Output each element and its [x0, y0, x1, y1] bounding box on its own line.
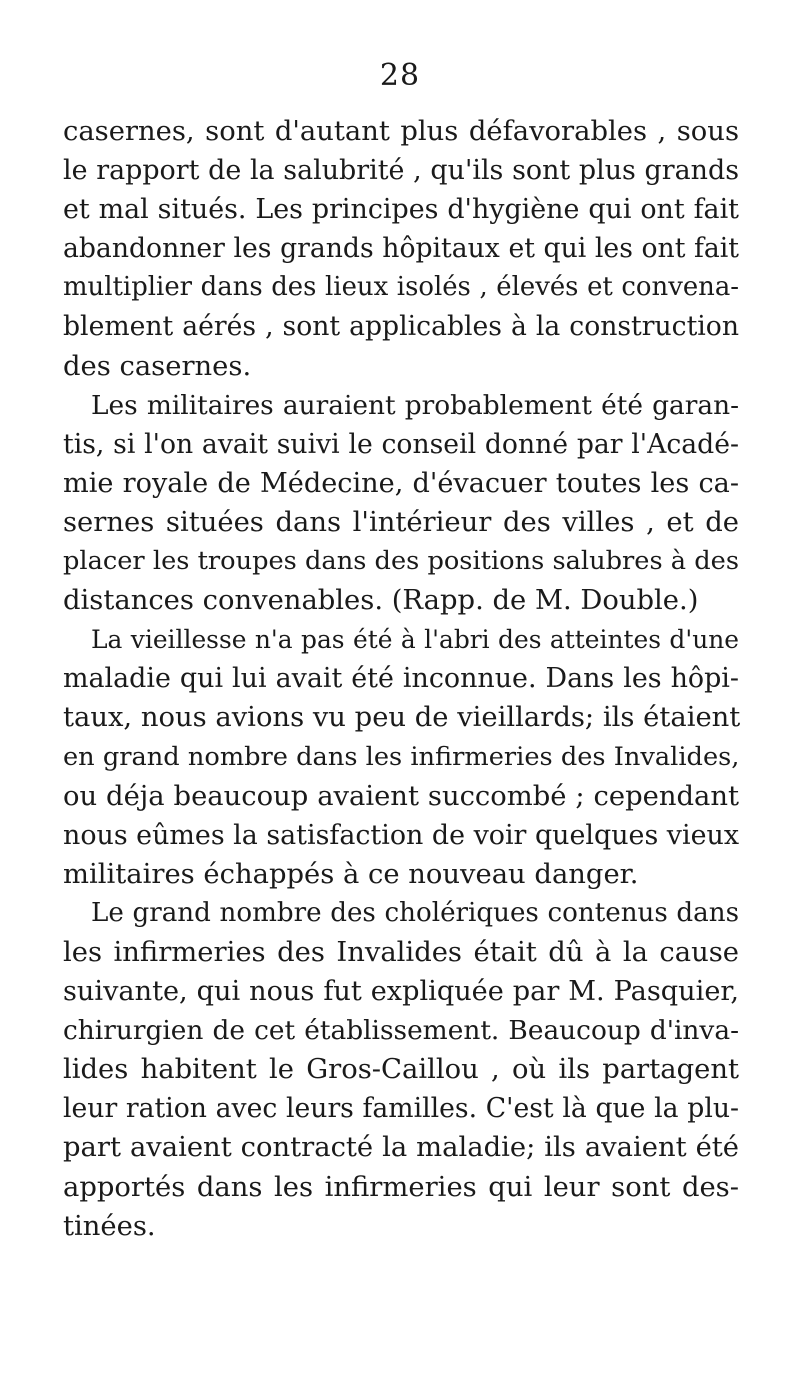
text-line: sernes situées dans l'intérieur des villes , et de	[63, 506, 739, 538]
text-line: lides habitent le Gros-Caillou , où ils partagent	[63, 1054, 739, 1086]
text-line: tinées.	[63, 1210, 156, 1242]
text-line: taux, nous avions vu peu de vieillards; ils étaient	[63, 702, 741, 734]
text-line: nous eûmes la satisfaction de voir quelques vieux	[63, 819, 739, 851]
text-line: casernes, sont d'autant plus défavorables , sous	[63, 116, 739, 147]
text-line: maladie qui lui avait été inconnue. Dans les hôpi-	[63, 663, 739, 695]
text-line: abandonner les grands hôpitaux et qui les ont fait	[63, 233, 739, 265]
text-line: les infirmeries des Invalides était dû à la cause	[63, 936, 739, 968]
text-line: multiplier dans des lieux isolés , élevés et convena-	[63, 272, 739, 303]
paragraph-start-line: Le grand nombre des cholériques contenus dans	[91, 897, 739, 928]
paragraph-start-line: Les militaires auraient probablement été garan-	[91, 389, 739, 421]
text-line: part avaient contracté la maladie; ils avaient été	[63, 1132, 739, 1164]
page-number: 28	[379, 58, 421, 93]
text-line: militaires échappés à ce nouveau danger.	[63, 858, 639, 890]
text-line: apportés dans les infirmeries qui leur sont des-	[63, 1171, 739, 1203]
text-line: leur ration avec leurs familles. C'est là que la plu-	[63, 1093, 739, 1125]
text-line: des casernes.	[63, 350, 252, 382]
body-text	[63, 112, 739, 1246]
text-line: tis, si l'on avait suivi le conseil donné par l'Acadé-	[63, 428, 739, 460]
text-line: mie royale de Médecine, d'évacuer toutes les ca-	[63, 467, 739, 499]
paragraph-start-line: La vieillesse n'a pas été à l'abri des atteintes d'une	[91, 625, 739, 655]
text-line: distances convenables. (Rapp. de M. Double.)	[63, 585, 699, 617]
text-line: suivante, qui nous fut expliquée par M. Pasquier,	[63, 976, 739, 1008]
text-line: le rapport de la salubrité , qu'ils sont plus grands	[63, 155, 739, 187]
text-line: chirurgien de cet établissement. Beaucoup d'inva-	[63, 1015, 739, 1047]
text-line: et mal situés. Les principes d'hygiène qui ont fait	[63, 194, 739, 226]
text-line: blement aérés , sont applicables à la construction	[63, 311, 739, 343]
text-line: en grand nombre dans les infirmeries des Invalides,	[63, 741, 740, 772]
text-line: ou déja beaucoup avaient succombé ; cependant	[63, 780, 739, 812]
text-line: placer les troupes dans des positions salubres à des	[63, 546, 739, 577]
